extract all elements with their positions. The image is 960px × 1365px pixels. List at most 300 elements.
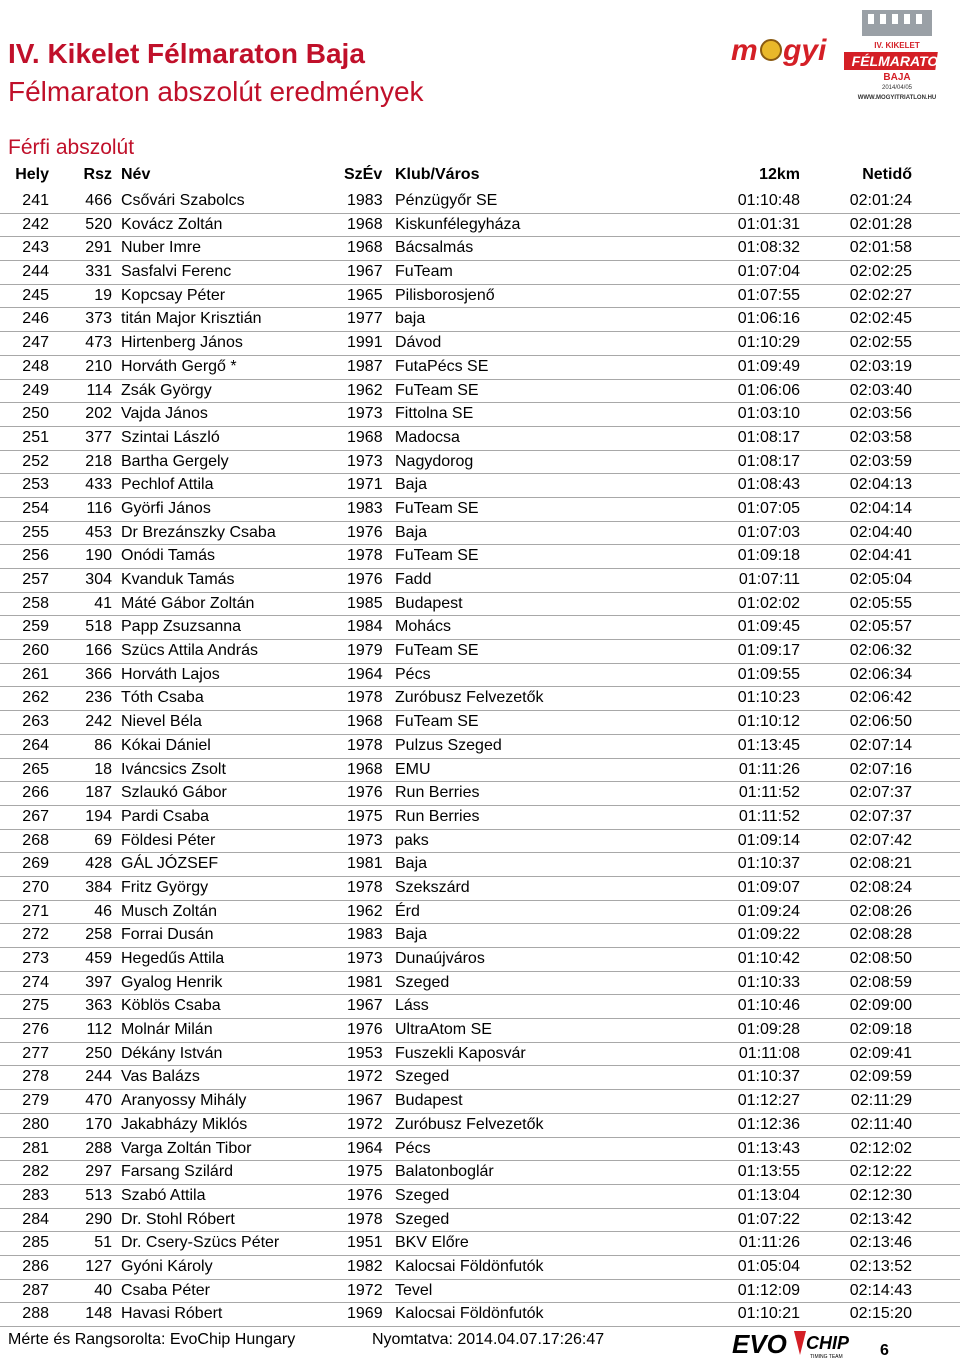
cell-klub: Balatonboglár [395,1163,494,1181]
cell-hely: 246 [22,310,49,328]
col-header-12km: 12km [759,166,800,183]
cell-12km: 01:13:55 [737,1163,800,1181]
cell-hely: 242 [22,215,49,233]
table-row [0,545,960,569]
cell-hely: 255 [22,523,49,541]
cell-hely: 245 [22,286,49,304]
cell-klub: Budapest [395,594,463,612]
cell-12km: 01:10:42 [737,950,800,967]
cell-netto: 02:04:14 [849,499,912,517]
table-row [0,1161,960,1185]
cell-hely: 275 [22,997,49,1015]
cell-12km: 01:12:27 [737,1092,800,1110]
cell-12km: 01:10:37 [737,855,800,873]
table-row [0,830,960,854]
cell-nev: Vajda János [121,405,208,423]
cell-klub: Kiskunfélegyháza [395,215,521,233]
cell-netto: 02:02:27 [849,286,912,304]
cell-rsz: 41 [94,594,112,612]
cell-nev: Köblös Csaba [121,997,221,1015]
table-row [0,687,960,711]
cell-rsz: 258 [85,926,112,944]
cell-klub: Pénzügyőr SE [395,192,498,209]
cell-netto: 02:04:40 [849,523,912,541]
cell-netto: 02:09:59 [849,1068,912,1086]
cell-nev: Kókai Dániel [121,736,211,754]
cell-nev: Molnár Milán [121,1021,213,1039]
svg-text:WWW.MOGYITRIATLON.HU: WWW.MOGYITRIATLON.HU [857,95,937,101]
cell-szev: 1979 [347,642,383,660]
cell-hely: 263 [22,713,49,731]
table-row [0,924,960,948]
cell-klub: Kalocsai Földönfutók [395,1305,544,1323]
cell-szev: 1976 [347,1186,383,1204]
cell-rsz: 250 [85,1044,112,1062]
cell-netto: 02:07:37 [849,784,912,802]
cell-klub: Fittolna SE [395,405,474,423]
cell-netto: 02:12:22 [849,1163,912,1181]
table-row [0,1138,960,1162]
table-row [0,995,960,1019]
cell-netto: 02:02:55 [849,334,912,352]
cell-12km: 01:07:05 [737,499,800,517]
cell-rsz: 18 [94,760,112,778]
cell-nev: Pechlof Attila [121,476,214,494]
cell-klub: Pulzus Szeged [395,736,502,754]
cell-netto: 02:08:50 [849,950,912,967]
cell-hely: 262 [22,689,49,707]
cell-rsz: 202 [85,405,112,423]
cell-hely: 243 [22,239,49,257]
cell-nev: Szlaukó Gábor [121,784,227,802]
cell-nev: Varga Zoltán Tibor [121,1139,252,1157]
cell-hely: 284 [22,1210,49,1228]
cell-klub: FuTeam SE [395,381,479,399]
cell-nev: Szintai László [121,428,220,446]
table-row [0,237,960,261]
cell-hely: 264 [22,736,49,754]
cell-nev: Dr Brezánszky Csaba [121,523,276,541]
table-row [0,214,960,238]
svg-text:m: m [731,34,758,67]
cell-netto: 02:03:56 [849,405,912,423]
cell-klub: Pécs [395,665,431,683]
cell-netto: 02:04:13 [849,476,912,494]
cell-hely: 271 [22,902,49,920]
cell-rsz: 187 [85,784,112,802]
cell-12km: 01:09:45 [737,618,800,636]
cell-hely: 259 [22,618,49,636]
cell-klub: BKV Előre [395,1234,469,1252]
cell-szev: 1975 [347,807,383,825]
cell-rsz: 170 [85,1115,112,1133]
cell-netto: 02:01:24 [849,192,912,209]
cell-hely: 282 [22,1163,49,1181]
cell-szev: 1991 [347,334,383,352]
cell-hely: 253 [22,476,49,494]
cell-klub: Kalocsai Földönfutók [395,1257,544,1275]
cell-rsz: 127 [85,1257,112,1275]
table-row [0,1043,960,1067]
page-title: IV. Kikelet Félmaraton Baja [8,38,365,69]
cell-12km: 01:07:11 [738,571,800,588]
cell-nev: Györfi János [121,499,211,517]
cell-klub: Láss [395,997,429,1015]
cell-nev: Havasi Róbert [121,1305,223,1323]
cell-klub: Dávod [395,334,442,352]
cell-szev: 1962 [347,902,383,920]
cell-rsz: 377 [85,428,112,446]
footer-timing-credit: Mérte és Rangsorolta: EvoChip Hungary [8,1331,296,1348]
cell-12km: 01:13:45 [737,736,800,754]
cell-netto: 02:08:24 [849,878,912,896]
table-row [0,403,960,427]
cell-klub: Zuróbusz Felvezetők [395,1115,544,1133]
cell-szev: 1973 [347,405,383,423]
cell-netto: 02:15:20 [849,1305,912,1323]
cell-rsz: 242 [85,713,112,731]
cell-rsz: 520 [85,215,112,233]
cell-12km: 01:09:55 [737,665,800,683]
cell-nev: Csaba Péter [121,1281,210,1299]
cell-szev: 1987 [347,357,383,375]
table-row [0,853,960,877]
svg-text:gyi: gyi [783,34,827,67]
cell-12km: 01:11:26 [738,760,800,778]
cell-klub: Pilisborosjenő [395,286,495,304]
cell-netto: 02:14:43 [849,1281,912,1299]
cell-szev: 1975 [347,1163,383,1181]
cell-szev: 1964 [347,1139,383,1157]
cell-rsz: 112 [86,1021,112,1039]
table-row [0,1019,960,1043]
cell-netto: 02:07:16 [849,760,912,778]
cell-szev: 1983 [347,926,383,944]
evochip-logo [730,1325,854,1361]
cell-nev: GÁL JÓZSEF [121,855,219,873]
cell-rsz: 373 [85,310,112,328]
cell-12km: 01:09:17 [737,642,800,660]
cell-netto: 02:13:52 [849,1257,912,1275]
cell-netto: 02:07:42 [849,831,912,849]
cell-12km: 01:03:10 [737,405,800,423]
cell-12km: 01:09:18 [737,547,800,565]
cell-nev: Szücs Attila András [121,642,258,660]
cell-szev: 1973 [347,831,383,849]
cell-nev: Horváth Gergő * [121,357,237,375]
cell-netto: 02:01:28 [849,215,912,233]
cell-rsz: 428 [85,855,112,873]
cell-nev: Gyalog Henrik [121,973,223,991]
cell-netto: 02:08:59 [849,973,912,991]
cell-szev: 1968 [347,713,383,731]
table-row [0,1209,960,1233]
cell-hely: 254 [22,499,49,517]
cell-12km: 01:09:14 [737,831,800,849]
cell-nev: Aranyossy Mihály [121,1092,247,1110]
cell-rsz: 236 [85,689,112,707]
cell-klub: Madocsa [395,428,460,446]
cell-szev: 1968 [347,215,383,233]
table-row [0,427,960,451]
cell-klub: Bácsalmás [395,239,474,257]
cell-rsz: 466 [85,192,112,209]
cell-12km: 01:08:17 [737,428,800,446]
cell-12km: 01:02:02 [737,594,800,612]
cell-hely: 287 [22,1281,49,1299]
cell-hely: 260 [22,642,49,660]
table-row [0,285,960,309]
col-header-klub: Klub/Város [395,166,480,183]
cell-hely: 247 [22,334,49,352]
cell-nev: Tóth Csaba [121,689,204,707]
table-row [0,498,960,522]
svg-text:2014/04/05: 2014/04/05 [881,85,913,91]
cell-klub: baja [395,310,426,328]
table-row [0,261,960,285]
cell-netto: 02:05:55 [849,594,912,612]
cell-nev: Nuber Imre [121,239,202,257]
table-row [0,806,960,830]
cell-netto: 02:03:40 [849,381,912,399]
cell-hely: 252 [22,452,49,470]
cell-szev: 1964 [347,665,383,683]
mogyi-logo [727,28,839,72]
cell-hely: 281 [22,1139,49,1157]
table-row [0,356,960,380]
cell-rsz: 453 [85,523,112,541]
svg-text:BAJA: BAJA [883,72,911,83]
cell-netto: 02:04:41 [849,547,912,565]
cell-nev: Vas Balázs [121,1068,200,1086]
cell-12km: 01:10:48 [737,192,800,209]
cell-szev: 1978 [347,736,383,754]
table-row [0,1280,960,1304]
cell-nev: Zsák György [121,381,212,399]
table-row [0,190,960,214]
cell-szev: 1973 [347,452,383,470]
cell-klub: Mohács [395,618,452,636]
cell-12km: 01:08:17 [737,452,800,470]
cell-netto: 02:03:19 [849,357,912,375]
cell-hely: 265 [22,760,49,778]
cell-klub: Fadd [395,571,432,588]
cell-rsz: 51 [94,1234,112,1252]
cell-netto: 02:06:34 [849,665,912,683]
cell-netto: 02:08:21 [849,855,912,873]
table-row [0,640,960,664]
cell-netto: 02:07:14 [849,736,912,754]
cell-12km: 01:11:26 [738,1234,800,1252]
results-table [0,190,960,1327]
cell-netto: 02:12:30 [849,1186,912,1204]
cell-klub: Budapest [395,1092,463,1110]
cell-klub: Érd [395,902,420,920]
cell-rsz: 69 [94,831,112,849]
table-row [0,1303,960,1327]
cell-12km: 01:10:23 [737,689,800,707]
cell-rsz: 433 [85,476,112,494]
cell-klub: Baja [395,523,428,541]
cell-hely: 278 [22,1068,49,1086]
cell-hely: 251 [22,428,49,446]
cell-nev: Gyóni Károly [121,1257,213,1275]
cell-klub: Nagydorog [395,452,474,470]
cell-12km: 01:07:22 [737,1210,800,1228]
cell-hely: 286 [22,1257,49,1275]
cell-hely: 266 [22,784,49,802]
cell-12km: 01:07:04 [737,263,800,281]
cell-12km: 01:09:22 [737,926,800,944]
cell-12km: 01:10:29 [737,334,800,352]
event-logo [844,8,950,104]
cell-hely: 276 [22,1021,49,1039]
cell-klub: Pécs [395,1139,431,1157]
cell-rsz: 190 [85,547,112,565]
cell-12km: 01:07:55 [737,286,800,304]
cell-klub: Szekszárd [395,878,470,896]
cell-szev: 1969 [347,1305,383,1323]
cell-hely: 241 [22,192,49,209]
cell-hely: 256 [22,547,49,565]
cell-szev: 1977 [347,310,383,328]
cell-12km: 01:13:04 [737,1186,800,1204]
cell-szev: 1976 [347,523,383,541]
cell-szev: 1972 [347,1115,383,1133]
cell-hely: 285 [22,1234,49,1252]
table-row [0,735,960,759]
cell-szev: 1967 [347,997,383,1015]
cell-12km: 01:09:24 [737,902,800,920]
cell-rsz: 114 [86,381,112,399]
cell-szev: 1976 [347,784,383,802]
col-header-rsz: Rsz [83,166,112,183]
cell-nev: Földesi Péter [121,831,216,849]
cell-nev: Kopcsay Péter [121,286,226,304]
cell-klub: Run Berries [395,784,480,802]
cell-nev: titán Major Krisztián [121,310,262,328]
cell-netto: 02:08:28 [849,926,912,944]
cell-rsz: 384 [85,878,112,896]
cell-rsz: 218 [85,452,112,470]
table-row [0,1066,960,1090]
cell-szev: 1983 [347,192,383,209]
cell-rsz: 116 [86,499,112,517]
cell-netto: 02:03:58 [849,428,912,446]
table-row [0,1090,960,1114]
cell-rsz: 459 [85,950,112,967]
cell-klub: Szeged [395,1068,450,1086]
cell-12km: 01:06:16 [737,310,800,328]
col-header-netto: Netidő [862,166,912,183]
cell-szev: 1981 [347,973,383,991]
cell-hely: 258 [22,594,49,612]
cell-12km: 01:09:28 [737,1021,800,1039]
svg-text:CHIP: CHIP [806,1333,850,1353]
cell-klub: FutaPécs SE [395,357,489,375]
cell-12km: 01:11:08 [738,1044,800,1062]
cell-szev: 1971 [347,476,383,494]
col-header-nev: Név [121,166,151,183]
cell-12km: 01:11:52 [738,807,800,825]
table-row [0,380,960,404]
cell-nev: Szabó Attila [121,1186,206,1204]
cell-rsz: 244 [85,1068,112,1086]
cell-rsz: 366 [85,665,112,683]
cell-netto: 02:03:59 [849,452,912,470]
cell-szev: 1972 [347,1068,383,1086]
table-row [0,332,960,356]
cell-szev: 1976 [347,1021,383,1039]
cell-12km: 01:12:09 [737,1281,800,1299]
cell-hely: 248 [22,357,49,375]
cell-rsz: 304 [85,571,112,588]
cell-12km: 01:06:06 [737,381,800,399]
cell-szev: 1951 [347,1234,383,1252]
cell-12km: 01:08:32 [737,239,800,257]
table-row [0,1232,960,1256]
table-row [0,451,960,475]
cell-klub: FuTeam SE [395,499,479,517]
cell-klub: FuTeam SE [395,713,479,731]
cell-szev: 1968 [347,760,383,778]
cell-hely: 283 [22,1186,49,1204]
cell-rsz: 297 [85,1163,112,1181]
table-row [0,1114,960,1138]
cell-nev: Máté Gábor Zoltán [121,594,255,612]
cell-nev: Nievel Béla [121,713,202,731]
cell-szev: 1978 [347,547,383,565]
cell-szev: 1973 [347,950,383,967]
cell-szev: 1985 [347,594,383,612]
cell-nev: Farsang Szilárd [121,1163,234,1181]
page-subtitle: Félmaraton abszolút eredmények [8,76,424,107]
cell-szev: 1972 [347,1281,383,1299]
col-header-hely: Hely [15,166,49,183]
cell-netto: 02:06:50 [849,713,912,731]
cell-netto: 02:09:00 [849,997,912,1015]
footer-print-date: Nyomtatva: 2014.04.07.17:26:47 [372,1331,605,1348]
cell-rsz: 397 [85,973,112,991]
table-row [0,474,960,498]
svg-text:FÉLMARATON: FÉLMARATON [851,53,949,69]
cell-netto: 02:13:42 [849,1210,912,1228]
cell-szev: 1978 [347,1210,383,1228]
cell-szev: 1978 [347,878,383,896]
cell-klub: paks [395,831,429,849]
cell-szev: 1978 [347,689,383,707]
cell-hely: 288 [22,1305,49,1323]
cell-klub: UltraAtom SE [395,1021,492,1039]
cell-nev: Pardi Csaba [121,807,210,825]
cell-hely: 267 [22,807,49,825]
cell-szev: 1981 [347,855,383,873]
table-row [0,308,960,332]
cell-nev: Dékány István [121,1044,223,1062]
category-heading: Férfi abszolút [8,136,135,159]
cell-hely: 250 [22,405,49,423]
cell-netto: 02:09:18 [849,1021,912,1039]
cell-klub: Dunaújváros [395,950,485,967]
cell-klub: Baja [395,476,428,494]
cell-klub: Run Berries [395,807,480,825]
table-header [0,166,960,188]
cell-nev: Iváncsics Zsolt [121,760,226,778]
cell-netto: 02:11:40 [850,1115,912,1133]
cell-netto: 02:11:29 [850,1092,912,1110]
cell-klub: Baja [395,926,428,944]
cell-netto: 02:06:32 [849,642,912,660]
